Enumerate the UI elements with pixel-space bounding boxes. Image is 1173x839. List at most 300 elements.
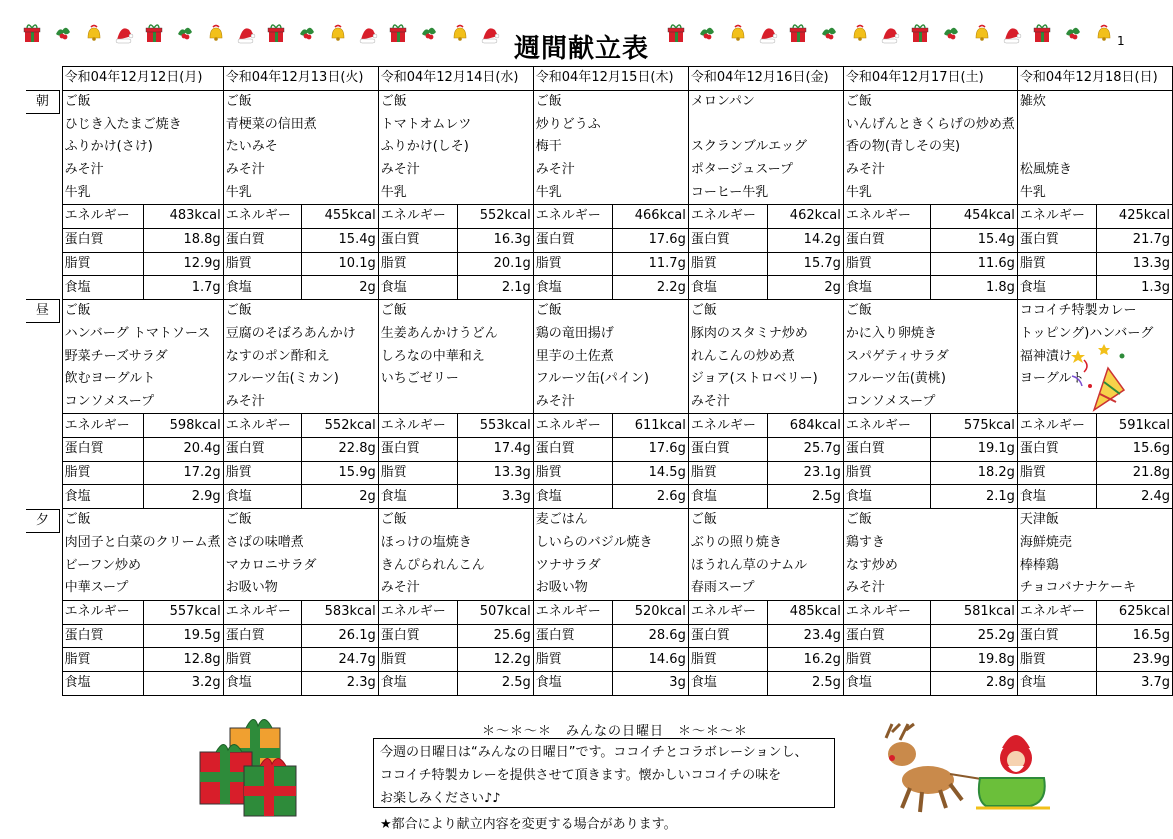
nutrient-label: 食塩 — [1017, 276, 1096, 300]
dish-cell: フルーツ缶(黄桃) — [843, 368, 1017, 391]
dish-cell: いちごゼリー — [378, 368, 533, 391]
dish-row — [24, 509, 1173, 532]
dish-cell: 肉団子と白菜のクリーム煮 — [62, 532, 223, 555]
dish-cell: 豚肉のスタミナ炒め — [688, 323, 843, 346]
nutrient-value: 19.8g — [931, 648, 1017, 672]
dish-cell: フルーツ缶(ミカン) — [223, 368, 378, 391]
nutrition-row — [24, 485, 1173, 509]
dish-cell: メロンパン — [688, 90, 843, 113]
present-icon — [388, 22, 408, 44]
nutrient-value: 581kcal — [931, 600, 1017, 624]
dish-cell: 福神漬け — [1017, 345, 1172, 368]
nutrient-value: 17.6g — [612, 228, 688, 252]
nutrient-value: 557kcal — [143, 600, 223, 624]
santa-hat-icon — [480, 22, 500, 44]
dish-cell: ご飯 — [378, 90, 533, 113]
dish-cell: トマトオムレツ — [378, 113, 533, 136]
nutrient-label: 脂質 — [223, 252, 302, 276]
dish-cell: ビーフン炒め — [62, 554, 223, 577]
nutrient-value: 22.8g — [302, 438, 378, 462]
nutrient-value: 2g — [767, 276, 843, 300]
holly-icon — [697, 22, 717, 44]
dish-cell: ふりかけ(しそ) — [378, 136, 533, 159]
nutrient-value: 15.4g — [931, 228, 1017, 252]
nutrition-row — [24, 205, 1173, 229]
nutrient-value: 2.5g — [457, 671, 533, 695]
nutrient-label: 脂質 — [1017, 648, 1096, 672]
nutrient-label: 蛋白質 — [843, 228, 931, 252]
nutrient-value: 520kcal — [612, 600, 688, 624]
nutrient-label: 脂質 — [62, 252, 143, 276]
dish-cell: ツナサラダ — [533, 554, 688, 577]
nutrient-label: 脂質 — [843, 252, 931, 276]
nutrient-label: 蛋白質 — [223, 438, 302, 462]
dish-cell: れんこんの炒め煮 — [688, 345, 843, 368]
dish-cell: ご飯 — [843, 299, 1017, 322]
nutrient-label: エネルギー — [378, 600, 457, 624]
nutrient-label: 脂質 — [1017, 461, 1096, 485]
nutrient-value: 23.9g — [1096, 648, 1172, 672]
nutrient-value: 14.2g — [767, 228, 843, 252]
bell-icon — [327, 22, 347, 44]
nutrient-label: エネルギー — [688, 205, 767, 229]
meal-label: 昼 — [26, 299, 60, 323]
dish-cell: ヨーグルト — [1017, 368, 1172, 391]
present-icon — [266, 22, 286, 44]
nutrition-row — [24, 648, 1173, 672]
nutrient-value: 17.2g — [143, 461, 223, 485]
nutrient-label: 食塩 — [1017, 671, 1096, 695]
santa-hat-icon — [358, 22, 378, 44]
dish-cell: みそ汁 — [378, 159, 533, 182]
santa-hat-icon — [114, 22, 134, 44]
nutrient-label: 食塩 — [223, 485, 302, 509]
dish-cell: 牛乳 — [843, 181, 1017, 204]
notice-box — [373, 738, 835, 808]
dish-cell: ご飯 — [378, 299, 533, 322]
dish-row — [24, 113, 1173, 136]
nutrient-value: 13.3g — [1096, 252, 1172, 276]
nutrient-label: 蛋白質 — [688, 624, 767, 648]
dish-cell: ひじき入たまご焼き — [62, 113, 223, 136]
nutrient-value: 16.5g — [1096, 624, 1172, 648]
nutrient-label: エネルギー — [843, 414, 931, 438]
dish-cell: ハンバーグ トマトソース — [62, 323, 223, 346]
nutrient-value: 15.6g — [1096, 438, 1172, 462]
dish-cell: ほっけの塩焼き — [378, 532, 533, 555]
nutrient-label: 脂質 — [533, 648, 612, 672]
dish-cell: ご飯 — [688, 299, 843, 322]
dish-cell: チョコバナナケーキ — [1017, 577, 1172, 600]
nutrient-label: 食塩 — [1017, 485, 1096, 509]
nutrient-value: 25.7g — [767, 438, 843, 462]
dish-cell: スパゲティサラダ — [843, 345, 1017, 368]
nutrient-label: エネルギー — [62, 414, 143, 438]
dish-cell: 麦ごはん — [533, 509, 688, 532]
dish-cell: ぶりの照り焼き — [688, 532, 843, 555]
nutrient-value: 18.2g — [931, 461, 1017, 485]
santa-hat-icon — [1002, 22, 1022, 44]
nutrient-label: 食塩 — [843, 276, 931, 300]
nutrient-value: 3.2g — [143, 671, 223, 695]
nutrient-label: エネルギー — [223, 205, 302, 229]
dish-cell: ご飯 — [62, 90, 223, 113]
nutrient-value: 507kcal — [457, 600, 533, 624]
dish-cell: 青梗菜の信田煮 — [223, 113, 378, 136]
dish-cell: 鶏すき — [843, 532, 1017, 555]
nutrient-value: 23.1g — [767, 461, 843, 485]
dish-cell: 牛乳 — [378, 181, 533, 204]
nutrient-value: 2.6g — [612, 485, 688, 509]
nutrient-value: 2.1g — [931, 485, 1017, 509]
dish-cell: みそ汁 — [533, 159, 688, 182]
nutrient-label: 脂質 — [223, 648, 302, 672]
bell-icon — [1093, 22, 1113, 44]
present-icon — [788, 22, 808, 44]
party-popper-icon — [1064, 340, 1138, 414]
gift-boxes-icon — [196, 712, 304, 818]
nutrient-value: 16.2g — [767, 648, 843, 672]
dish-cell: みそ汁 — [688, 391, 843, 414]
dish-cell: さばの味噌煮 — [223, 532, 378, 555]
nutrient-value: 625kcal — [1096, 600, 1172, 624]
nutrient-label: 食塩 — [378, 485, 457, 509]
dish-cell: みそ汁 — [378, 577, 533, 600]
nutrient-label: 食塩 — [378, 671, 457, 695]
dish-row — [24, 554, 1173, 577]
nutrient-value: 1.8g — [931, 276, 1017, 300]
nutrition-row — [24, 252, 1173, 276]
date-header: 令和04年12月15日(木) — [533, 67, 688, 91]
dish-cell: みそ汁 — [62, 159, 223, 182]
nutrient-label: 蛋白質 — [378, 228, 457, 252]
nutrient-label: 脂質 — [378, 648, 457, 672]
nutrient-label: 蛋白質 — [843, 438, 931, 462]
nutrient-value: 2g — [302, 276, 378, 300]
dish-cell: ポタージュスープ — [688, 159, 843, 182]
dish-cell: ご飯 — [533, 90, 688, 113]
nutrient-value: 26.1g — [302, 624, 378, 648]
nutrient-label: 脂質 — [378, 252, 457, 276]
santa-hat-icon — [758, 22, 778, 44]
nutrient-label: 食塩 — [223, 671, 302, 695]
nutrient-label: エネルギー — [533, 205, 612, 229]
dish-row — [24, 159, 1173, 182]
nutrient-value: 2.1g — [457, 276, 533, 300]
dish-cell: ご飯 — [223, 90, 378, 113]
dish-cell: ご飯 — [843, 509, 1017, 532]
dish-cell: なす炒め — [843, 554, 1017, 577]
nutrient-value: 11.7g — [612, 252, 688, 276]
dish-cell: スクランブルエッグ — [688, 136, 843, 159]
dish-row — [24, 577, 1173, 600]
nutrient-value: 3g — [612, 671, 688, 695]
nutrient-value: 11.6g — [931, 252, 1017, 276]
nutrient-label: 蛋白質 — [62, 624, 143, 648]
dish-cell: 海鮮焼売 — [1017, 532, 1172, 555]
dish-cell: 里芋の土佐煮 — [533, 345, 688, 368]
dish-row — [24, 532, 1173, 555]
dish-row — [24, 136, 1173, 159]
nutrient-value: 25.6g — [457, 624, 533, 648]
dish-cell: みそ汁 — [223, 159, 378, 182]
santa-hat-icon — [236, 22, 256, 44]
nutrition-row — [24, 438, 1173, 462]
nutrient-label: 蛋白質 — [62, 438, 143, 462]
nutrient-value: 455kcal — [302, 205, 378, 229]
santa-reindeer-sleigh-icon — [880, 718, 1060, 818]
nutrition-row — [24, 671, 1173, 695]
dish-cell: 牛乳 — [62, 181, 223, 204]
holly-icon — [297, 22, 317, 44]
dish-cell: マカロニサラダ — [223, 554, 378, 577]
dish-cell: お吸い物 — [223, 577, 378, 600]
header — [0, 14, 1173, 64]
nutrient-value: 17.6g — [612, 438, 688, 462]
dish-cell: なすのポン酢和え — [223, 345, 378, 368]
nutrient-label: 蛋白質 — [533, 624, 612, 648]
nutrient-value: 18.8g — [143, 228, 223, 252]
nutrient-label: 脂質 — [62, 648, 143, 672]
nutrient-value: 454kcal — [931, 205, 1017, 229]
dish-cell: 天津飯 — [1017, 509, 1172, 532]
notice-heading: ＊～＊～＊ みんなの日曜日 ＊～＊～＊ — [482, 724, 749, 739]
page-title: 週間献立表 — [514, 34, 650, 64]
nutrient-value: 684kcal — [767, 414, 843, 438]
dish-cell: ココイチ特製カレー — [1017, 299, 1172, 322]
nutrient-value: 3.7g — [1096, 671, 1172, 695]
dish-cell: たいみそ — [223, 136, 378, 159]
dish-cell: ご飯 — [533, 299, 688, 322]
nutrient-label: エネルギー — [688, 600, 767, 624]
nutrient-value: 25.2g — [931, 624, 1017, 648]
nutrient-value: 611kcal — [612, 414, 688, 438]
nutrient-value: 2.5g — [767, 671, 843, 695]
dish-cell: 野菜チーズサラダ — [62, 345, 223, 368]
present-icon — [144, 22, 164, 44]
nutrient-value: 2.3g — [302, 671, 378, 695]
nutrient-label: エネルギー — [62, 600, 143, 624]
present-icon — [1032, 22, 1052, 44]
dish-cell: しいらのバジル焼き — [533, 532, 688, 555]
dish-cell: しろなの中華和え — [378, 345, 533, 368]
nutrient-label: 食塩 — [843, 671, 931, 695]
nutrient-label: 蛋白質 — [378, 624, 457, 648]
meal-label-cell — [24, 299, 62, 508]
nutrient-value: 483kcal — [143, 205, 223, 229]
nutrient-label: 蛋白質 — [1017, 438, 1096, 462]
dish-cell: 豆腐のそぼろあんかけ — [223, 323, 378, 346]
dish-cell — [378, 391, 533, 414]
notice-line: お楽しみください♪♪ — [380, 791, 501, 806]
nutrient-value: 23.4g — [767, 624, 843, 648]
notice-line: ココイチ特製カレーを提供させて頂きます。懐かしいココイチの味を — [380, 768, 782, 783]
nutrient-label: 脂質 — [688, 252, 767, 276]
nutrient-value: 20.1g — [457, 252, 533, 276]
nutrient-label: エネルギー — [1017, 600, 1096, 624]
nutrient-label: エネルギー — [533, 414, 612, 438]
nutrient-label: 脂質 — [688, 461, 767, 485]
nutrient-value: 10.1g — [302, 252, 378, 276]
nutrient-label: 食塩 — [688, 671, 767, 695]
nutrient-label: 脂質 — [378, 461, 457, 485]
nutrient-label: 脂質 — [62, 461, 143, 485]
dish-cell: コーヒー牛乳 — [688, 181, 843, 204]
date-header: 令和04年12月12日(月) — [62, 67, 223, 91]
nutrient-value: 583kcal — [302, 600, 378, 624]
nutrient-label: 脂質 — [223, 461, 302, 485]
nutrient-value: 14.6g — [612, 648, 688, 672]
nutrient-label: 食塩 — [223, 276, 302, 300]
nutrient-label: 蛋白質 — [1017, 228, 1096, 252]
nutrient-value: 1.7g — [143, 276, 223, 300]
holly-icon — [819, 22, 839, 44]
nutrient-value: 485kcal — [767, 600, 843, 624]
nutrient-value: 2.2g — [612, 276, 688, 300]
nutrient-label: 脂質 — [533, 461, 612, 485]
dish-cell: ご飯 — [843, 90, 1017, 113]
nutrient-value: 19.1g — [931, 438, 1017, 462]
dish-cell: 生姜あんかけうどん — [378, 323, 533, 346]
dish-cell: お吸い物 — [533, 577, 688, 600]
nutrient-value: 12.9g — [143, 252, 223, 276]
nutrient-label: 食塩 — [533, 671, 612, 695]
nutrient-value: 2.9g — [143, 485, 223, 509]
nutrition-row — [24, 228, 1173, 252]
dish-row — [24, 299, 1173, 322]
date-header: 令和04年12月13日(火) — [223, 67, 378, 91]
dish-cell: みそ汁 — [223, 391, 378, 414]
dish-row — [24, 90, 1173, 113]
dish-cell: 鶏の竜田揚げ — [533, 323, 688, 346]
nutrient-value: 13.3g — [457, 461, 533, 485]
nutrient-value: 462kcal — [767, 205, 843, 229]
nutrient-label: 脂質 — [843, 461, 931, 485]
holly-icon — [941, 22, 961, 44]
nutrient-value: 552kcal — [457, 205, 533, 229]
nutrition-row — [24, 276, 1173, 300]
dish-cell: 牛乳 — [223, 181, 378, 204]
page-number: 1 — [1117, 34, 1125, 48]
nutrition-row — [24, 600, 1173, 624]
nutrient-value: 3.3g — [457, 485, 533, 509]
nutrient-label: エネルギー — [223, 600, 302, 624]
dish-cell: 香の物(青しその実) — [843, 136, 1017, 159]
nutrient-value: 24.7g — [302, 648, 378, 672]
date-header: 令和04年12月14日(水) — [378, 67, 533, 91]
nutrient-value: 14.5g — [612, 461, 688, 485]
nutrient-label: 食塩 — [62, 485, 143, 509]
nutrient-label: 蛋白質 — [1017, 624, 1096, 648]
dish-cell: 雑炊 — [1017, 90, 1172, 113]
meal-label-cell — [24, 90, 62, 299]
nutrient-label: 蛋白質 — [223, 228, 302, 252]
notice-line: 今週の日曜日は“みんなの日曜日”です。ココイチとコラボレーションし、 — [380, 745, 808, 760]
nutrient-value: 16.3g — [457, 228, 533, 252]
nutrient-value: 15.4g — [302, 228, 378, 252]
footnote: ★都合により献立内容を変更する場合があります。 — [380, 817, 677, 832]
date-header: 令和04年12月17日(土) — [843, 67, 1017, 91]
holly-icon — [1063, 22, 1083, 44]
nutrient-label: 蛋白質 — [688, 438, 767, 462]
nutrient-label: 蛋白質 — [533, 438, 612, 462]
nutrient-value: 21.7g — [1096, 228, 1172, 252]
dish-cell: 春雨スープ — [688, 577, 843, 600]
dish-cell: 梅干 — [533, 136, 688, 159]
dish-cell: 炒りどうふ — [533, 113, 688, 136]
nutrient-label: 脂質 — [688, 648, 767, 672]
dish-cell: いんげんときくらげの炒め煮 — [843, 113, 1017, 136]
dish-cell: みそ汁 — [843, 159, 1017, 182]
nutrient-label: エネルギー — [1017, 205, 1096, 229]
nutrient-label: 脂質 — [843, 648, 931, 672]
nutrient-value: 425kcal — [1096, 205, 1172, 229]
nutrient-value: 28.6g — [612, 624, 688, 648]
nutrient-value: 12.8g — [143, 648, 223, 672]
dish-cell — [1017, 113, 1172, 136]
dish-cell: ふりかけ(さけ) — [62, 136, 223, 159]
nutrient-value: 17.4g — [457, 438, 533, 462]
nutrient-value: 12.2g — [457, 648, 533, 672]
nutrient-label: エネルギー — [533, 600, 612, 624]
nutrient-label: 蛋白質 — [688, 228, 767, 252]
nutrient-value: 466kcal — [612, 205, 688, 229]
dish-cell — [1017, 136, 1172, 159]
nutrient-label: 食塩 — [62, 276, 143, 300]
bell-icon — [971, 22, 991, 44]
holly-icon — [53, 22, 73, 44]
dish-row — [24, 345, 1173, 368]
nutrient-label: 蛋白質 — [843, 624, 931, 648]
nutrient-label: エネルギー — [378, 205, 457, 229]
dish-cell: 松風焼き — [1017, 159, 1172, 182]
nutrient-label: エネルギー — [843, 205, 931, 229]
present-icon — [910, 22, 930, 44]
dish-cell: フルーツ缶(パイン) — [533, 368, 688, 391]
holly-icon — [419, 22, 439, 44]
dish-cell: 飲むヨーグルト — [62, 368, 223, 391]
nutrition-row — [24, 414, 1173, 438]
nutrient-value: 598kcal — [143, 414, 223, 438]
nutrient-label: エネルギー — [843, 600, 931, 624]
dish-cell — [688, 113, 843, 136]
nutrient-label: 蛋白質 — [378, 438, 457, 462]
nutrient-label: エネルギー — [688, 414, 767, 438]
nutrient-value: 2.4g — [1096, 485, 1172, 509]
dish-row — [24, 368, 1173, 391]
nutrient-label: 脂質 — [1017, 252, 1096, 276]
dish-cell: かに入り卵焼き — [843, 323, 1017, 346]
nutrient-label: 食塩 — [688, 276, 767, 300]
nutrient-value: 15.9g — [302, 461, 378, 485]
nutrient-value: 553kcal — [457, 414, 533, 438]
dish-cell: みそ汁 — [533, 391, 688, 414]
nutrient-label: 脂質 — [533, 252, 612, 276]
nutrient-value: 15.7g — [767, 252, 843, 276]
nutrient-label: エネルギー — [223, 414, 302, 438]
date-header-row — [24, 67, 1173, 91]
nutrient-label: 食塩 — [688, 485, 767, 509]
present-icon — [22, 22, 42, 44]
bell-icon — [205, 22, 225, 44]
nutrient-value: 552kcal — [302, 414, 378, 438]
dish-cell: トッピング)ハンバーグ — [1017, 323, 1172, 346]
nutrient-label: 食塩 — [533, 276, 612, 300]
dish-cell: 中華スープ — [62, 577, 223, 600]
nutrient-value: 1.3g — [1096, 276, 1172, 300]
dish-cell: ジョア(ストロベリー) — [688, 368, 843, 391]
nutrient-value: 21.8g — [1096, 461, 1172, 485]
